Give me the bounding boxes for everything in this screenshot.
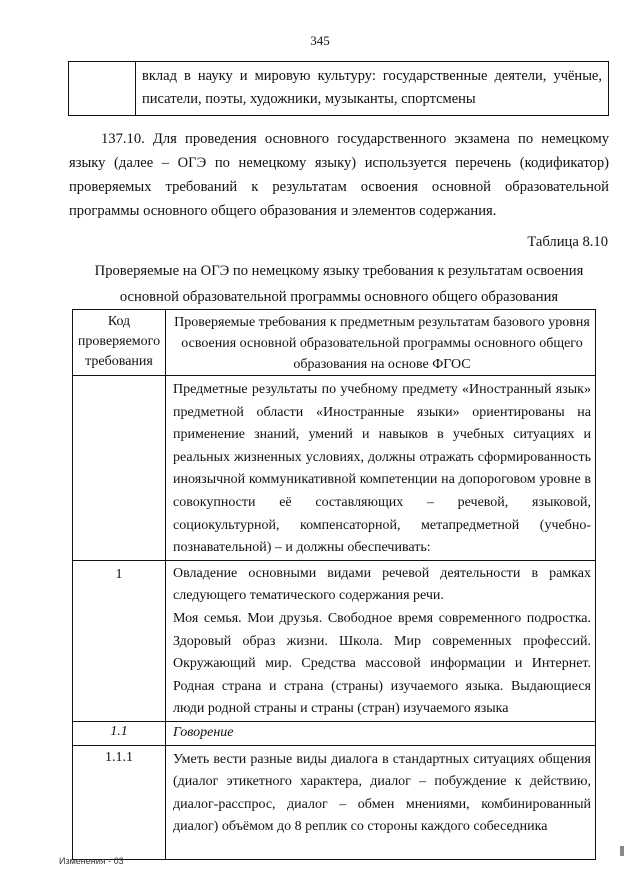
row-code: 1.1.1 xyxy=(73,745,166,859)
row-text: Овладение основными видами речевой деятельности в рамках следующего тематического содержания речи. xyxy=(173,565,591,604)
scan-mark xyxy=(620,846,624,856)
row-code: 1 xyxy=(73,560,166,721)
page-number: 345 xyxy=(310,33,330,48)
row-text-block xyxy=(166,560,596,721)
row-text: Уметь вести разные виды диалога в стандартных ситуациях общения (диалог этикетного характера, диалог – побуждение к действию, диалог-расспрос, диалог – обмен мнениями, комбинированный диалог) объёмом до 8 реплик со стороны каждого собеседника xyxy=(166,745,596,859)
table-cell-empty xyxy=(69,62,136,116)
table-row xyxy=(73,745,596,859)
paragraph-text: 137.10. Для проведения основного государственного экзамена по немецкому языку (далее – ОГЭ по немецкому языку) используется перечень (кодификатор) проверяемых требований к результатам освоения основной образовательной программы основного общего образования и элементов содержания. xyxy=(69,131,609,219)
requirements-table xyxy=(72,309,596,860)
continued-table xyxy=(68,61,609,116)
paragraph-137-10 xyxy=(69,127,609,223)
header-code: Код проверяемого требования xyxy=(73,310,166,376)
table-header-row xyxy=(73,310,596,376)
row-text: Говорение xyxy=(166,721,596,745)
table-row xyxy=(69,62,609,116)
table-caption: Проверяемые на ОГЭ по немецкому языку требования к результатам освоения основной образовательной программы основного общего образования xyxy=(94,263,584,305)
table-row xyxy=(73,721,596,745)
row-code xyxy=(73,376,166,561)
table-cell-text: вклад в науку и мировую культуру: государственные деятели, учёные, писатели, поэты, художники, музыканты, спортсмены xyxy=(136,62,609,116)
row-code: 1.1 xyxy=(73,721,166,745)
header-requirement: Проверяемые требования к предметным результатам базового уровня освоения основной образовательной программы основного общего образования на основе ФГОС xyxy=(166,310,596,376)
row-text-topics: Моя семья. Мои друзья. Свободное время современного подростка. Здоровый образ жизни. Школа. Мир современных профессий. Окружающий мир. Средства массовой информации и Интернет. Родная страна и страна (страны) изучаемого языка. Выдающиеся люди родной страны и страны (стран) изучаемого языка xyxy=(173,610,591,717)
row-text: Предметные результаты по учебному предмету «Иностранный язык» предметной области «Иностранные языки» ориентированы на применение знаний, умений и навыков в учебных ситуациях и реальных жизненных условиях, должны отражать сформированность иноязычной коммуникативной компетенции на допороговом уровне в совокупности её составляющих – речевой, языковой, социокультурной, компенсаторной, метапредметной (учебно-познавательной) – и должны обеспечивать: xyxy=(166,376,596,561)
table-row xyxy=(73,376,596,561)
table-row xyxy=(73,560,596,721)
table-label: Таблица 8.10 xyxy=(527,234,608,250)
footer-revision: Изменения - 03 xyxy=(59,856,124,866)
